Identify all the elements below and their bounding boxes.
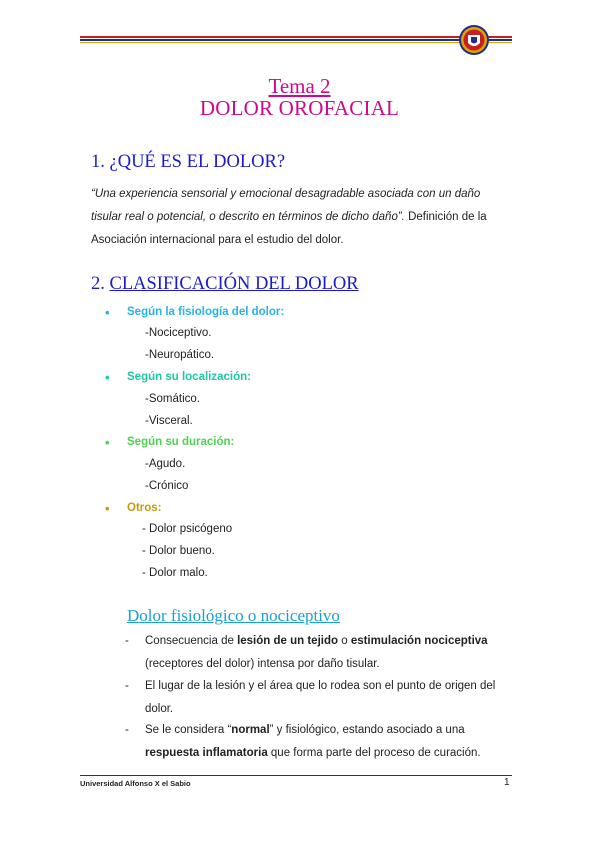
classification-item: -Neuropático. bbox=[145, 349, 215, 361]
classification-item: -Agudo. bbox=[145, 458, 186, 470]
classification-item: -Visceral. bbox=[145, 415, 193, 427]
physiological-pain-heading: Dolor fisiológico o nociceptivo bbox=[127, 606, 340, 625]
classification-location-label: • Según su localización: bbox=[105, 370, 251, 385]
item-line: dolor. bbox=[145, 703, 174, 715]
physiological-pain-item-2 bbox=[125, 675, 511, 721]
pain-definition-paragraph bbox=[91, 183, 511, 252]
section-2-heading: 2. CLASIFICACIÓN DEL DOLOR bbox=[91, 274, 359, 294]
topic-number: Tema 2 bbox=[268, 74, 331, 98]
classification-physiology-label: • Según la fisiología del dolor: bbox=[105, 305, 285, 320]
classification-item: -Crónico bbox=[145, 480, 189, 492]
definition-line-2: tisular real o potencial, o descrito en términos de dicho daño”. Definición de la bbox=[91, 211, 487, 223]
university-seal-logo bbox=[458, 24, 490, 56]
physiological-pain-item-1 bbox=[125, 630, 511, 676]
classification-item: -Somático. bbox=[145, 393, 200, 405]
classification-duration-label: • Según su duración: bbox=[105, 435, 235, 450]
bullet-icon: • bbox=[105, 435, 110, 450]
section-1-heading: 1. ¿QUÉ ES EL DOLOR? bbox=[91, 152, 286, 172]
item-line: (receptores del dolor) intensa por daño tisular. bbox=[145, 658, 380, 670]
footer-rule bbox=[80, 775, 512, 776]
classification-item: - Dolor psicógeno bbox=[142, 523, 233, 535]
item-line: El lugar de la lesión y el área que lo rodea son el punto de origen del bbox=[145, 680, 496, 692]
classification-item: -Nociceptivo. bbox=[145, 327, 212, 339]
header-rule-gold bbox=[80, 42, 512, 43]
classification-item: - Dolor bueno. bbox=[142, 545, 215, 557]
item-line: Se le considera “normal” y fisiológico, estando asociado a una bbox=[145, 724, 465, 736]
dash-marker: - bbox=[125, 724, 129, 736]
definition-line-3: Asociación internacional para el estudio del dolor. bbox=[91, 234, 344, 246]
bullet-icon: • bbox=[105, 370, 110, 385]
definition-line-1: “Una experiencia sensorial y emocional desagradable asociada con un daño bbox=[91, 188, 481, 200]
header-rule-red bbox=[80, 36, 512, 38]
bullet-icon: • bbox=[105, 501, 110, 516]
physiological-pain-item-3 bbox=[125, 719, 511, 765]
footer-university-name: Universidad Alfonso X el Sabio bbox=[80, 779, 191, 788]
bullet-icon: • bbox=[105, 305, 110, 320]
classification-other-label: • Otros: bbox=[105, 501, 162, 516]
dash-marker: - bbox=[125, 635, 129, 647]
document-title: DOLOR OROFACIAL bbox=[199, 96, 400, 120]
page-number: 1 bbox=[504, 777, 510, 788]
dash-marker: - bbox=[125, 680, 129, 692]
header-rule-blue bbox=[80, 39, 512, 41]
item-line: respuesta inflamatoria que forma parte del proceso de curación. bbox=[145, 747, 481, 759]
item-line: Consecuencia de lesión de un tejido o estimulación nociceptiva bbox=[145, 635, 488, 647]
classification-item: - Dolor malo. bbox=[142, 567, 208, 579]
